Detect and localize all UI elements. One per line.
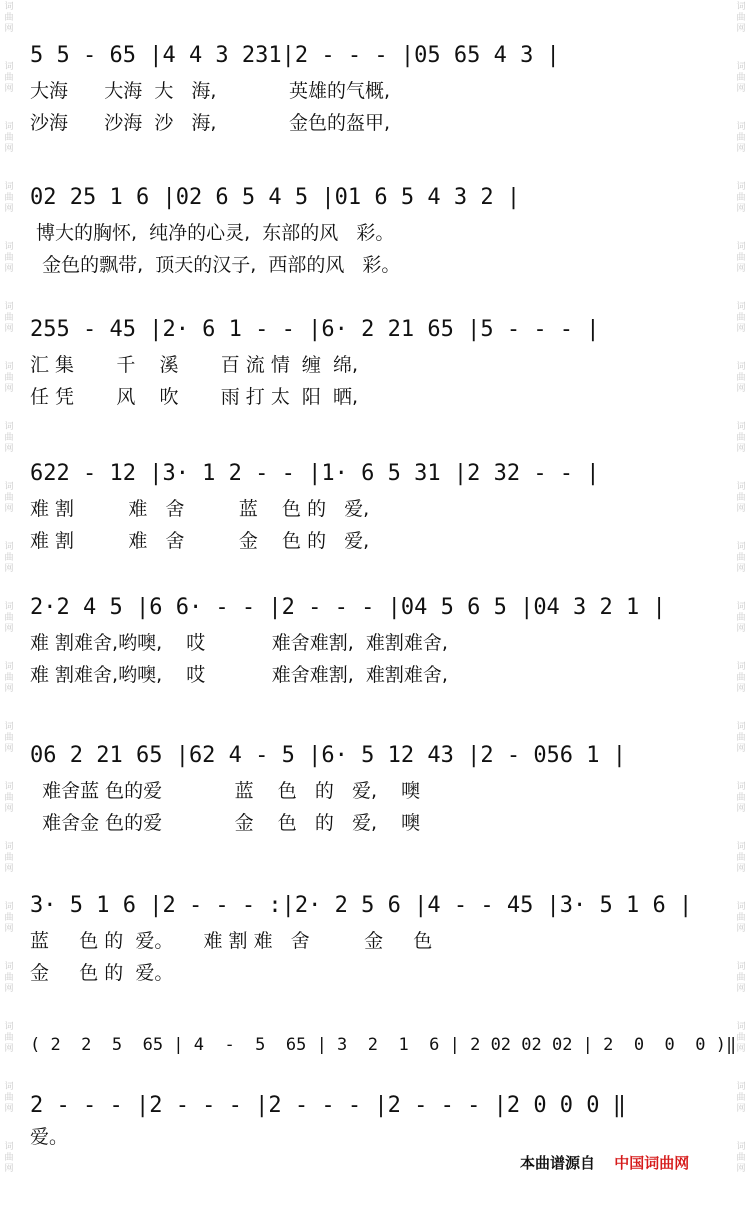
watermark-text: 词 曲 网 — [736, 242, 746, 274]
watermark-text: 词 曲 网 — [4, 62, 14, 94]
watermark-text: 词 曲 网 — [736, 602, 746, 634]
watermark-text: 词 曲 网 — [4, 302, 14, 334]
notes-line: 3· 5 1 6 |2 - - - :|2· 2 5 6 |4 - - 45 |3· 5 1 6 | — [30, 893, 693, 918]
lyric-verse-2: 金色的飘带, 顶天的汉子, 西部的风 彩。 — [30, 254, 401, 276]
source-prefix: 本曲谱源自 — [520, 1154, 596, 1172]
watermark-text: 词 曲 网 — [4, 722, 14, 754]
lyric-verse-2: 沙海 沙海 沙 海, 金色的盔甲, — [30, 112, 390, 134]
right-watermark-border — [732, 0, 750, 1207]
watermark-text: 词 曲 网 — [4, 182, 14, 214]
watermark-text: 词 曲 网 — [736, 962, 746, 994]
watermark-text: 词 曲 网 — [736, 722, 746, 754]
lyric-verse-2: 难舍金 色的爱 金 色 的 爱, 噢 — [30, 812, 421, 834]
watermark-text: 词 曲 网 — [736, 662, 746, 694]
final-lyric: 爱。 — [30, 1126, 69, 1148]
watermark-text: 词 曲 网 — [4, 962, 14, 994]
watermark-text: 词 曲 网 — [736, 542, 746, 574]
watermark-text: 词 曲 网 — [4, 242, 14, 274]
watermark-text: 词 曲 网 — [736, 182, 746, 214]
watermark-text: 词 曲 网 — [4, 902, 14, 934]
lyric-verse-1: 汇 集 千 溪 百 流 情 缠 绵, — [30, 354, 359, 376]
interlude-line: ( 2 2 5 65 | 4 - 5 65 | 3 2 1 6 | 2 02 02 02 | 2 0 0 0 )‖ — [30, 1035, 737, 1055]
lyric-verse-2: 金 色 的 爱。 — [30, 962, 174, 984]
final-notes-line: 2 - - - |2 - - - |2 - - - |2 - - - |2 0 0 0 ‖ — [30, 1093, 627, 1118]
watermark-text: 词 曲 网 — [736, 782, 746, 814]
watermark-text: 词 曲 网 — [4, 662, 14, 694]
watermark-text: 词 曲 网 — [736, 362, 746, 394]
notes-line: 02 25 1 6 |02 6 5 4 5 |01 6 5 4 3 2 | — [30, 185, 521, 210]
lyric-verse-2: 任 凭 风 吹 雨 打 太 阳 晒, — [30, 386, 359, 408]
watermark-text: 词 曲 网 — [4, 1022, 14, 1054]
lyric-verse-1: 蓝 色 的 爱。 难 割 难 舍 金 色 — [30, 930, 433, 952]
watermark-text: 词 曲 网 — [4, 842, 14, 874]
lyric-verse-1: 难 割 难 舍 蓝 色 的 爱, — [30, 498, 370, 520]
lyric-verse-2: 难 割难舍,哟噢, 哎 难舍难割, 难割难舍, — [30, 664, 448, 686]
notes-line: 255 - 45 |2· 6 1 - - |6· 2 21 65 |5 - - - | — [30, 317, 600, 342]
watermark-text: 词 曲 网 — [4, 422, 14, 454]
lyric-verse-2: 难 割 难 舍 金 色 的 爱, — [30, 530, 370, 552]
watermark-text: 词 曲 网 — [736, 842, 746, 874]
source-site-link[interactable]: 中国词曲网 — [614, 1154, 690, 1172]
lyric-verse-1: 难 割难舍,哟噢, 哎 难舍难割, 难割难舍, — [30, 632, 448, 654]
notes-line: 06 2 21 65 |62 4 - 5 |6· 5 12 43 |2 - 056 1 | — [30, 743, 627, 768]
watermark-text: 词 曲 网 — [736, 1022, 746, 1054]
lyric-verse-1: 难舍蓝 色的爱 蓝 色 的 爱, 噢 — [30, 780, 421, 802]
source-credit — [520, 1152, 689, 1173]
watermark-text: 词 曲 网 — [4, 482, 14, 514]
watermark-text: 词 曲 网 — [736, 62, 746, 94]
lyric-verse-1: 博大的胸怀, 纯净的心灵, 东部的风 彩。 — [30, 222, 395, 244]
notes-line: 2·2 4 5 |6 6· - - |2 - - - |04 5 6 5 |04 3 2 1 | — [30, 595, 666, 620]
lyric-verse-1: 大海 大海 大 海, 英雄的气概, — [30, 80, 390, 102]
watermark-text: 词 曲 网 — [736, 1142, 746, 1174]
watermark-text: 词 曲 网 — [4, 782, 14, 814]
watermark-text: 词 曲 网 — [4, 1142, 14, 1174]
watermark-text: 词 曲 网 — [4, 602, 14, 634]
watermark-text: 词 曲 网 — [736, 122, 746, 154]
watermark-text: 词 曲 网 — [736, 1082, 746, 1114]
watermark-text: 词 曲 网 — [736, 422, 746, 454]
notes-line: 622 - 12 |3· 1 2 - - |1· 6 5 31 |2 32 - - | — [30, 461, 600, 486]
watermark-text: 词 曲 网 — [736, 302, 746, 334]
watermark-text: 词 曲 网 — [736, 902, 746, 934]
watermark-text: 词 曲 网 — [736, 2, 746, 34]
watermark-text: 词 曲 网 — [4, 1082, 14, 1114]
watermark-text: 词 曲 网 — [4, 2, 14, 34]
watermark-text: 词 曲 网 — [4, 542, 14, 574]
watermark-text: 词 曲 网 — [4, 122, 14, 154]
left-watermark-border — [0, 0, 18, 1207]
watermark-text: 词 曲 网 — [736, 482, 746, 514]
notes-line: 5 5 - 65 |4 4 3 231|2 - - - |05 65 4 3 | — [30, 43, 560, 68]
watermark-text: 词 曲 网 — [4, 362, 14, 394]
